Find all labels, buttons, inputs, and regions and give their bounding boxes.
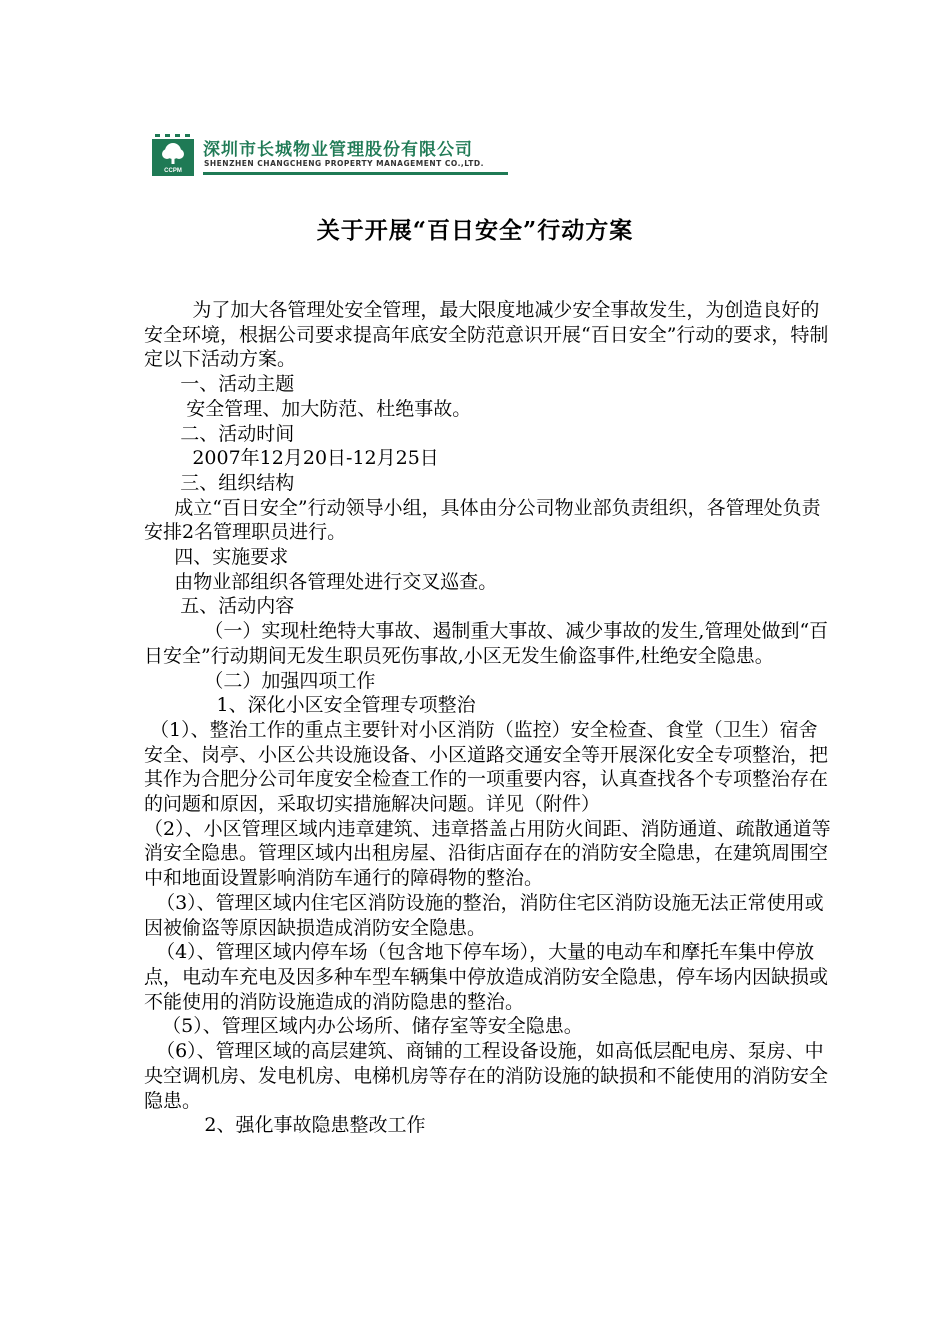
list-item: （6）、管理区域的高层建筑、商铺的工程设备设施，如高低层配电房、泵房、中央空调机房、发电机房、电梯机房等存在的消防设施的缺损和不能使用的消防安全隐患。 (144, 1040, 829, 1112)
document-title: 关于开展“百日安全”行动方案 (316, 217, 634, 244)
company-name-en: SHENZHEN CHANGCHENG PROPERTY MANAGEMENT CO.,LTD. (204, 159, 484, 168)
section-heading: 二、活动时间 (144, 422, 295, 445)
list-item: （2）、小区管理区域内违章建筑、违章搭盖占用防火间距、消防通道、疏散通道等消安全隐患。管理区域内出租房屋、沿街店面存在的消防安全隐患，在建筑周围空中和地面设置影响消防车通行的障碍物的整治。 (144, 817, 831, 890)
paragraph: 由物业部组织各管理处进行交叉巡查。 (144, 570, 498, 593)
list-item: （5）、管理区域内办公场所、储存室等安全隐患。 (144, 1015, 583, 1038)
paragraph: 2007年12月20日-12月25日 (144, 447, 439, 470)
section-heading: 五、活动内容 (144, 595, 295, 618)
section-heading: 三、组织结构 (144, 471, 295, 494)
letterhead (152, 132, 508, 178)
list-item: （3）、管理区域内住宅区消防设施的整治，消防住宅区消防设施无法正常使用或因被偷盗等原因缺损造成消防安全隐患。 (144, 891, 824, 939)
company-name-cn: 深圳市长城物业管理股份有限公司 (203, 140, 473, 160)
list-item: （1）、整治工作的重点主要针对小区消防（监控）安全检查、食堂（卫生）宿舍安全、岗亭、小区公共设施设备、小区道路交通安全等开展深化安全专项整治，把其作为合肥分公司年度安全检查工作的一项重要内容，认真查找各个专项整治存在的问题和原因，采取切实措施解决问题。详见（附件） (144, 718, 829, 816)
section-heading: 一、活动主题 (144, 373, 295, 396)
document-body (144, 298, 834, 1138)
logo-text: CCPM (164, 168, 182, 174)
paragraph: 为了加大各管理处安全管理，最大限度地减少安全事故发生，为创造良好的安全环境，根据公司要求提高年底安全防范意识开展“百日安全”行动的要求，特制定以下活动方案。 (144, 299, 829, 371)
list-item: （4）、管理区域内停车场（包含地下停车场），大量的电动车和摩托车集中停放点，电动车充电及因多种车型车辆集中停放造成消防安全隐患，停车场内因缺损或不能使用的消防设施造成的消防隐患的整治。 (144, 941, 829, 1013)
subsection-heading: （二）加强四项工作 (144, 669, 376, 692)
section-heading: 四、实施要求 (144, 546, 289, 569)
paragraph: 成立“百日安全”行动领导小组，具体由分公司物业部负责组织，各管理处负责安排2名管理职员进行。 (144, 496, 821, 544)
subsection-heading: 2、强化事故隐患整改工作 (144, 1114, 426, 1137)
subsection-heading: 1、深化小区安全管理专项整治 (144, 694, 476, 717)
paragraph: 安全管理、加大防范、杜绝事故。 (144, 397, 472, 420)
header-divider (203, 172, 508, 175)
paragraph: （一）实现杜绝特大事故、遏制重大事故、减少事故的发生,管理处做到“百日安全”行动期间无发生职员死伤事故,小区无发生偷盗事件,杜绝安全隐患。 (144, 620, 829, 667)
company-logo (152, 134, 194, 176)
